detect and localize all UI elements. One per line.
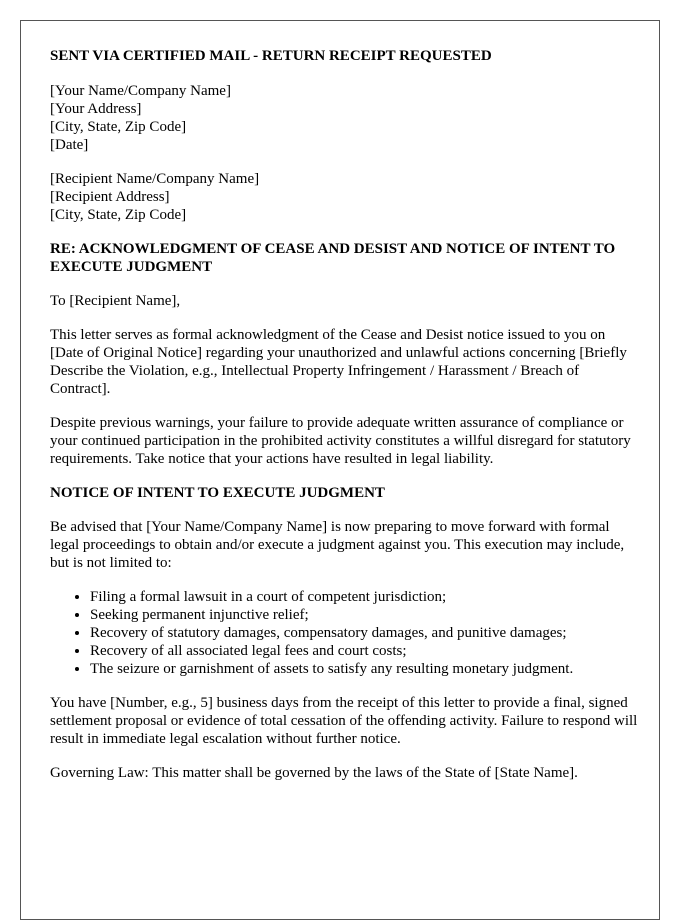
section-heading: NOTICE OF INTENT TO EXECUTE JUDGMENT (50, 485, 385, 501)
warning-paragraph: Despite previous warnings, your failure to provide adequate written assurance of compliance or your continued participation in the prohibited activity constitutes a willful disregard for statutory requirements. Take notice that your actions have resulted in legal liability. (50, 415, 631, 467)
mail-notice: SENT VIA CERTIFIED MAIL - RETURN RECEIPT REQUESTED (50, 48, 492, 64)
list-item: • Filing a formal lawsuit in a court of competent jurisdiction; (90, 588, 640, 606)
sender-name: [Your Name/Company Name] (50, 83, 231, 99)
governing-law: Governing Law: This matter shall be governed by the laws of the State of [State Name]. (50, 765, 578, 781)
acknowledgment-paragraph: This letter serves as formal acknowledgment of the Cease and Desist notice issued to you on [Date of Original Notice] regarding your unauthorized and unlawful actions concerning [Briefly Describe the Violation, e.g., Intellectual Property Infringement / Harassment / Breach of Contract]. (50, 327, 627, 397)
deadline-paragraph: You have [Number, e.g., 5] business days from the receipt of this letter to provide a final, signed settlement proposal or evidence of total cessation of the offending activity. Failure to respond will result in immediate legal escalation without further notice. (50, 695, 638, 747)
recipient-block (50, 170, 640, 224)
list-item: • The seizure or garnishment of assets to satisfy any resulting monetary judgment. (90, 660, 640, 678)
recipient-address: [Recipient Address] (50, 189, 170, 205)
salutation: To [Recipient Name], (50, 293, 181, 309)
sender-address: [Your Address] (50, 101, 142, 117)
list-item: • Seeking permanent injunctive relief; (90, 606, 640, 624)
subject-line: RE: ACKNOWLEDGMENT OF CEASE AND DESIST AND NOTICE OF INTENT TO EXECUTE JUDGMENT (50, 241, 616, 275)
recipient-name: [Recipient Name/Company Name] (50, 171, 260, 187)
recipient-city: [City, State, Zip Code] (50, 207, 187, 223)
sender-block (50, 82, 640, 154)
letter-date: [Date] (50, 137, 89, 153)
intent-paragraph: Be advised that [Your Name/Company Name] is now preparing to move forward with formal legal proceedings to obtain and/or execute a judgment against you. This execution may include, but is not limited to: (50, 519, 625, 571)
letter-page (20, 20, 660, 920)
list-item: • Recovery of statutory damages, compensatory damages, and punitive damages; (90, 624, 640, 642)
sender-city: [City, State, Zip Code] (50, 119, 187, 135)
letter-body (50, 47, 640, 782)
list-item: • Recovery of all associated legal fees and court costs; (90, 642, 640, 660)
actions-list (50, 588, 640, 678)
